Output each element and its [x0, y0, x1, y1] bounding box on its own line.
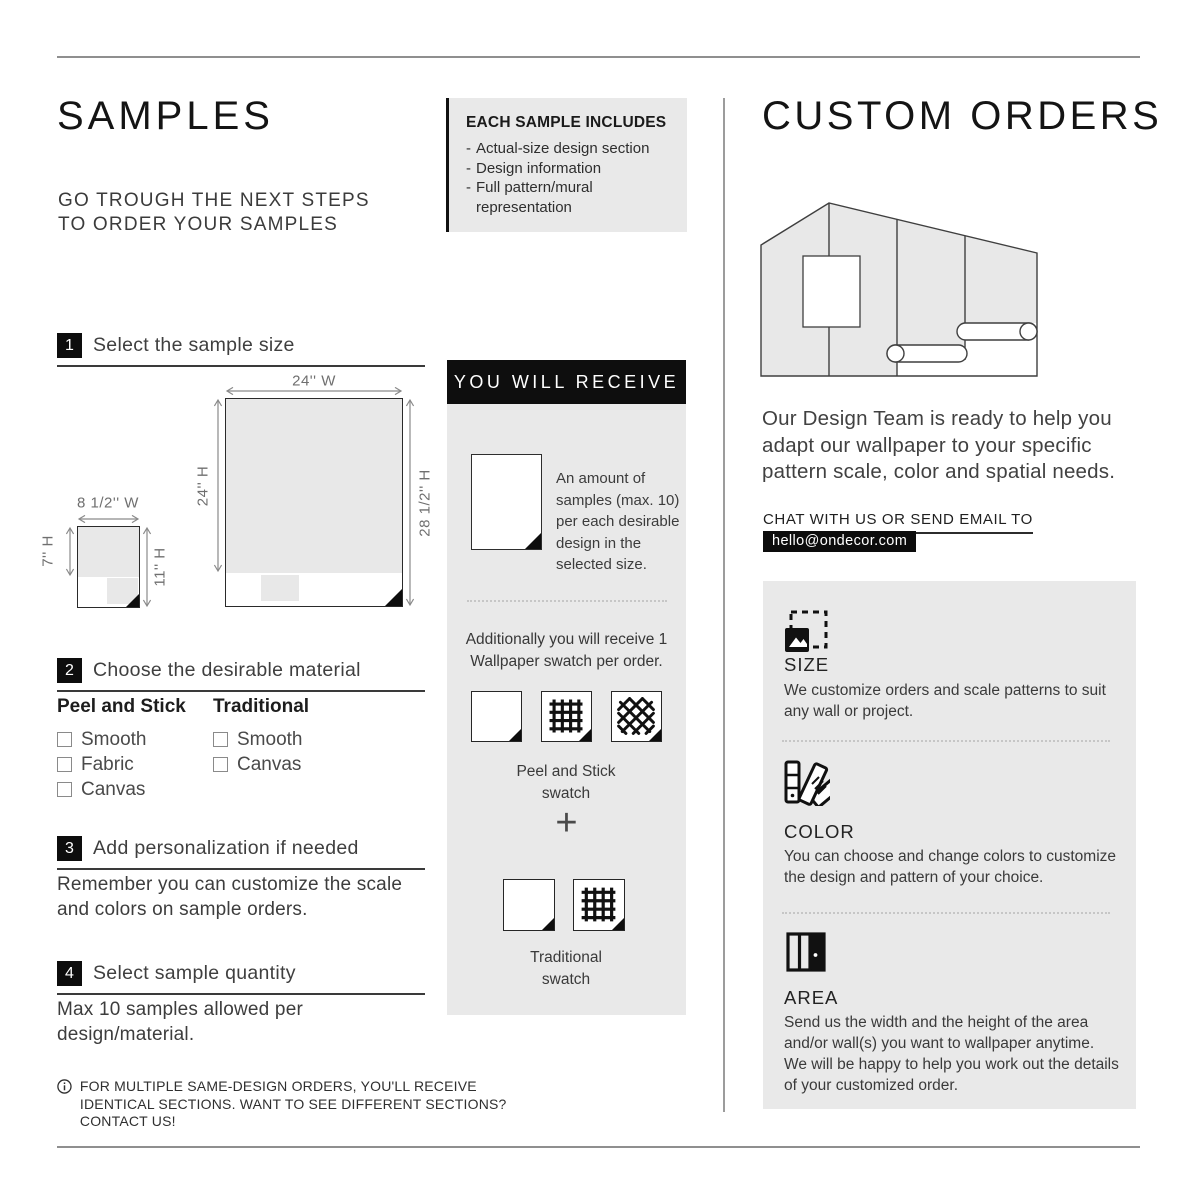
large-height-right-label: 28 1/2'' H	[416, 469, 434, 537]
size-text: We customize orders and scale patterns to suit any wall or project.	[784, 682, 1106, 720]
color-title: COLOR	[784, 821, 855, 842]
step-1-badge: 1	[57, 333, 82, 358]
area-title: AREA	[784, 987, 839, 1008]
step-3-badge: 3	[57, 836, 82, 861]
custom-order-features-panel	[763, 581, 1136, 1109]
swatch-plain-2	[503, 879, 555, 931]
grid-pattern-icon	[544, 694, 588, 738]
size-title: SIZE	[784, 654, 830, 675]
subtitle-line-2: TO ORDER YOUR SAMPLES	[58, 214, 339, 235]
includes-item	[466, 139, 675, 159]
peel-fabric-checkbox[interactable]	[57, 757, 72, 772]
subtitle-line-1: GO TROUGH THE NEXT STEPS	[58, 190, 370, 211]
peel-fabric-label: Fabric	[81, 753, 134, 775]
top-rule	[57, 56, 1140, 58]
small-height-left-label: 7'' H	[39, 535, 57, 567]
area-text: Send us the width and the height of the area and/or wall(s) you want to wallpaper anytime. We will be happy to help you work out the details of your customized order.	[784, 1014, 1119, 1094]
checkbox-row-trad-canvas	[213, 752, 309, 777]
you-will-receive-bar: YOU WILL RECEIVE	[447, 360, 686, 404]
step-4-title: Select sample quantity	[93, 962, 296, 984]
includes-title: EACH SAMPLE INCLUDES	[466, 114, 667, 131]
checkbox-row-trad-smooth	[213, 727, 309, 752]
step-2-header	[57, 658, 425, 692]
bullet: -	[466, 140, 471, 157]
samples-subtitle	[58, 189, 370, 237]
samples-title: SAMPLES	[57, 94, 274, 138]
email-wrap	[763, 531, 916, 552]
color-text: You can choose and change colors to customize the design and pattern of your choice.	[784, 848, 1117, 886]
peel-and-stick-heading: Peel and Stick	[57, 696, 186, 717]
peel-canvas-label: Canvas	[81, 778, 146, 800]
trad-canvas-label: Canvas	[237, 753, 302, 775]
color-icon	[784, 760, 830, 806]
trad-smooth-checkbox[interactable]	[213, 732, 228, 747]
info-icon	[57, 1079, 72, 1094]
step-3-header	[57, 836, 425, 870]
samples-amount-text: An amount of samples (max. 10) per each desirable design in the selected size.	[556, 470, 680, 573]
trad-smooth-label: Smooth	[237, 728, 303, 750]
step-1-title: Select the sample size	[93, 334, 295, 356]
you-will-receive-panel	[447, 404, 686, 1015]
swatch-crosshatch	[611, 691, 662, 742]
step-4-note: Max 10 samples allowed per design/material.	[57, 999, 303, 1045]
grid-pattern-icon	[576, 882, 621, 927]
traditional-swatch-label: Traditional swatch	[530, 949, 602, 988]
plus-sign: +	[555, 802, 578, 844]
step-2-title: Choose the desirable material	[93, 659, 361, 681]
chat-with-us-label: CHAT WITH US OR SEND EMAIL TO	[763, 511, 1033, 534]
includes-item-text: Full pattern/mural representation	[476, 179, 593, 216]
checkbox-row-peel-canvas	[57, 777, 186, 802]
peel-canvas-checkbox[interactable]	[57, 782, 72, 797]
step-4-header	[57, 961, 425, 995]
feature-divider	[782, 740, 1110, 742]
custom-orders-title: CUSTOM ORDERS	[762, 94, 1163, 138]
includes-item	[466, 159, 675, 179]
peel-swatch-label: Peel and Stick swatch	[516, 763, 616, 802]
large-width-label: 24'' W	[292, 372, 336, 390]
footnote	[57, 1078, 547, 1131]
design-team-intro: Our Design Team is ready to help you adapt our wallpaper to your specific pattern scale, color and spatial needs.	[762, 407, 1116, 483]
additional-text: Additionally you will receive 1 Wallpaper swatch per order.	[465, 631, 668, 670]
trad-canvas-checkbox[interactable]	[213, 757, 228, 772]
sample-page-icon	[471, 454, 542, 550]
dotted-divider	[467, 600, 667, 602]
small-width-label: 8 1/2'' W	[77, 494, 139, 512]
wall-wallpaper-illustration	[758, 194, 1040, 380]
size-icon	[784, 610, 828, 654]
includes-item	[466, 178, 675, 217]
swatch-grid-1	[541, 691, 592, 742]
swatch-plain-1	[471, 691, 522, 742]
email-address[interactable]: hello@ondecor.com	[763, 531, 916, 552]
includes-item-text: Actual-size design section	[476, 140, 650, 157]
checkbox-row-peel-fabric	[57, 752, 186, 777]
footnote-text: FOR MULTIPLE SAME-DESIGN ORDERS, YOU'LL RECEIVE IDENTICAL SECTIONS. WANT TO SEE DIFFERENT SECTIONS? CONTACT US!	[79, 1078, 507, 1129]
small-height-right-label: 11'' H	[151, 547, 169, 587]
peel-smooth-checkbox[interactable]	[57, 732, 72, 747]
material-column-peel	[57, 696, 186, 802]
column-divider	[723, 98, 725, 1112]
includes-item-text: Design information	[476, 159, 602, 177]
step-1-header	[57, 333, 425, 367]
feature-divider	[782, 912, 1110, 914]
traditional-heading: Traditional	[213, 696, 310, 717]
step-2-badge: 2	[57, 658, 82, 683]
step-3-note: Remember you can customize the scale and colors on sample orders.	[57, 874, 403, 920]
step-4-badge: 4	[57, 961, 82, 986]
crosshatch-pattern-icon	[614, 694, 658, 738]
swatch-grid-2	[573, 879, 625, 931]
material-column-traditional	[213, 696, 309, 777]
step-3-title: Add personalization if needed	[93, 837, 359, 859]
bottom-rule	[57, 1146, 1140, 1148]
each-sample-includes-box	[449, 98, 687, 232]
bullet: -	[466, 159, 471, 177]
area-icon	[784, 930, 828, 974]
large-height-left-label: 24'' H	[194, 465, 212, 507]
checkbox-row-peel-smooth	[57, 727, 186, 752]
bullet: -	[466, 179, 471, 196]
peel-smooth-label: Smooth	[81, 728, 147, 750]
